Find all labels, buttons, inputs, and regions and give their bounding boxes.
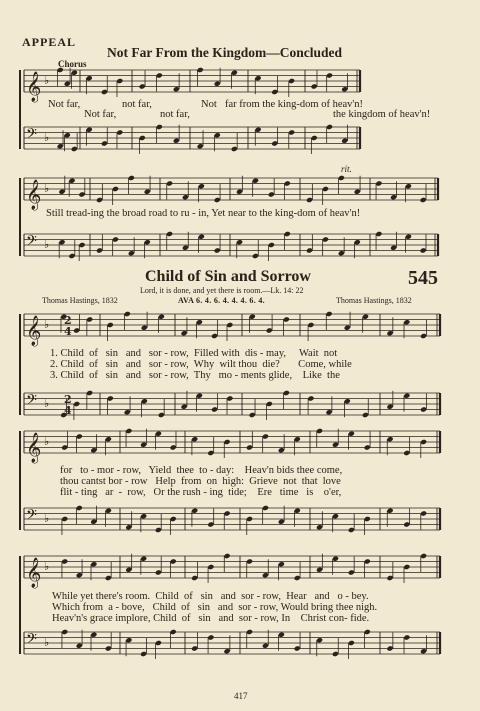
- verse-1-line-2: for to - mor - row, Yield thee to - day: Heav'n bids thee come,: [60, 465, 343, 476]
- key-flat-icon: ♭: [44, 397, 50, 410]
- composer-credit: Thomas Hastings, 1832: [336, 296, 412, 305]
- treble-clef-icon: 𝄞: [26, 180, 42, 210]
- author-credit: Thomas Hastings, 1832: [42, 296, 118, 305]
- verse-2-line-1: 2. Child of sin and sor - row, Why wilt thou die? Come, while: [50, 359, 352, 370]
- lyric-upper-2: not far,: [122, 99, 152, 110]
- treble-clef-icon: 𝄞: [26, 558, 42, 588]
- key-flat-icon: ♭: [44, 238, 50, 251]
- bass-clef-icon: 𝄢: [26, 392, 37, 412]
- time-signature-top: 2: [64, 393, 72, 406]
- tune-meter: AVA 6. 4. 6. 4. 4. 4. 6. 4.: [178, 296, 265, 305]
- lyric-upper-1: Not far,: [48, 99, 81, 110]
- key-flat-icon: ♭: [44, 182, 50, 195]
- lyric-lower-1: Not far,: [84, 109, 117, 120]
- key-flat-icon: ♭: [44, 435, 50, 448]
- verse-3-line-2: flit - ting ar - row, Or the rush - ing tide; Ere time is o'er,: [60, 487, 342, 498]
- lyric-upper-3: Not: [201, 99, 217, 110]
- lyric-lower-2: not far,: [160, 109, 190, 120]
- lyric-line-2: Still tread-ing the broad road to ru - in, Yet near to the king-dom of heav'n!: [46, 208, 361, 219]
- bass-clef-icon: 𝄢: [26, 507, 37, 527]
- hymn-title-continued: Not Far From the Kingdom—Concluded: [107, 45, 343, 60]
- lyric-lower-3: the kingdom of heav'n!: [333, 109, 431, 120]
- ritardando-mark: rit.: [341, 164, 352, 174]
- key-flat-icon: ♭: [44, 74, 50, 87]
- key-flat-icon: ♭: [44, 131, 50, 144]
- verse-3-line-1: 3. Child of sin and sor - row, Thy mo - ments glide, Like the: [50, 370, 340, 381]
- page-number: 417: [234, 691, 248, 701]
- scripture-reference: Lord, it is done, and yet there is room.—Lk. 14: 22: [140, 286, 304, 295]
- verse-2-line-2: thou cantst bor - row Help from on high: Grieve not that love: [60, 476, 341, 487]
- bass-clef-icon: 𝄢: [26, 233, 37, 253]
- key-flat-icon: ♭: [44, 512, 50, 525]
- chorus-label: Chorus: [58, 59, 87, 69]
- verse-2-line-3: Which from a - bove, Child of sin and sor - row, Would bring thee nigh.: [52, 602, 378, 613]
- treble-clef-icon: 𝄞: [26, 72, 42, 102]
- section-heading: APPEAL: [22, 35, 76, 49]
- hymn-title: Child of Sin and Sorrow: [145, 268, 311, 285]
- bass-clef-icon: 𝄢: [26, 631, 37, 651]
- time-signature-bottom: 4: [64, 404, 72, 417]
- bass-clef-icon: 𝄢: [26, 126, 37, 146]
- treble-clef-icon: 𝄞: [26, 433, 42, 463]
- key-flat-icon: ♭: [44, 318, 50, 331]
- lyric-upper-4: far from the king-dom of heav'n!: [225, 99, 364, 110]
- time-signature-top: 2: [64, 314, 72, 327]
- hymn-number: 545: [408, 267, 438, 289]
- verse-1-line-3: While yet there's room. Child of sin and sor - row, Hear and o - bey.: [52, 591, 369, 602]
- key-flat-icon: ♭: [44, 636, 50, 649]
- treble-clef-icon: 𝄞: [26, 316, 42, 346]
- time-signature-bottom: 4: [64, 325, 72, 338]
- verse-3-line-3: Heav'n's grace implore, Child of sin and sor - row, In Christ con- fide.: [52, 613, 370, 624]
- verse-1-line-1: 1. Child of sin and sor - row, Filled with dis - may, Wait not: [50, 348, 338, 359]
- key-flat-icon: ♭: [44, 560, 50, 573]
